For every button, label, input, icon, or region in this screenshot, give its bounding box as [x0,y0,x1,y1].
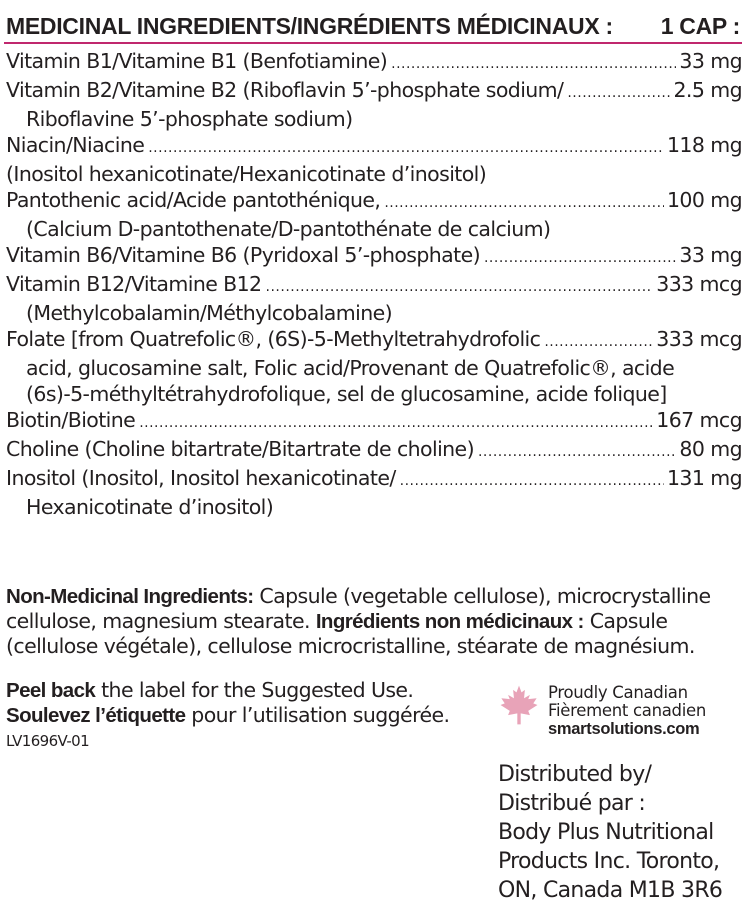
ingredient-continuation: (Methylcobalamin/Méthylcobalamine) [26,301,393,325]
header-rule [4,42,742,44]
ingredient-continuation: (Inositol hexanicotinate/Hexanicotinate d’inositol) [6,162,487,186]
ingredient-amount: 33 mg [679,243,742,267]
ingredient-row [6,465,742,494]
leader-dots [478,436,676,465]
maple-leaf-icon [498,684,540,726]
ingredient-continuation: (Calcium D-pantothenate/D-pantothénate de calcium) [26,217,551,241]
ingredient-row [6,242,742,271]
proudly-canadian-block [548,684,706,738]
distributor-line: Distribué par : [498,791,646,816]
leader-dots [484,242,676,271]
ingredient-amount: 100 mg [666,188,742,212]
distributor-line: Products Inc. Toronto, [498,849,720,874]
proudly-canadian-fr: Fièrement canadien [548,701,707,720]
ingredient-row [6,77,742,106]
ingredient-name: Vitamin B2/Vitamine B2 (Riboflavin 5’-phosphate sodium/ [6,78,564,102]
leader-dots [384,187,664,216]
ingredient-continuation: Riboflavine 5’-phosphate sodium) [26,107,353,131]
peel-back-note [6,678,496,728]
leader-dots [544,326,653,355]
ingredient-amount: 333 mcg [656,327,742,351]
ingredient-amount: 167 mcg [656,408,742,432]
ingredient-continuation: (6s)-5-méthyltétrahydrofolique, sel de glucosamine, acide folique] [26,382,667,406]
ingredient-amount: 33 mg [679,49,742,73]
ingredient-row [6,326,742,355]
peel-back-bold-en: Peel back [6,679,96,702]
ingredient-list [6,48,742,520]
ingredient-continuation: acid, glucosamine salt, Folic acid/Provenant de Quatrefolic®, acide [26,356,675,380]
ingredient-amount: 80 mg [679,437,742,461]
leader-dots [266,271,654,300]
distributor-line: Body Plus Nutritional [498,820,714,845]
leader-dots [391,48,676,77]
ingredient-row [6,132,742,161]
peel-back-bold-fr: Soulevez l’étiquette [6,704,186,727]
non-medicinal-ingredients [6,584,744,659]
peel-back-line-fr [6,703,496,728]
ingredient-name: Niacin/Niacine [6,133,145,157]
peel-back-text-en: the label for the Suggested Use. [95,678,414,702]
ingredient-name: Vitamin B1/Vitamine B1 (Benfotiamine) [6,49,388,73]
ingredient-row [6,436,742,465]
leader-dots [148,132,664,161]
ingredient-continuation: Hexanicotinate d’inositol) [26,495,274,519]
peel-back-line-en [6,678,496,703]
ingredient-name: Choline (Choline bitartrate/Bitartrate de choline) [6,437,474,461]
ingredient-name: Biotin/Biotine [6,408,136,432]
ingredient-name: Vitamin B12/Vitamine B12 [6,272,262,296]
header-dose: 1 CAP : [660,13,740,39]
non-medicinal-text-fr: Capsule (cellulose végétale), cellulose microcristalline, stéarate de magnésium. [6,609,695,658]
distributor-line: Distributed by/ [498,762,652,787]
distributor-line: ON, Canada M1B 3R6 [498,878,723,903]
ingredient-amount: 333 mcg [656,272,742,296]
ingredient-name: Pantothenic acid/Acide pantothénique, [6,188,381,212]
ingredient-name: Folate [from Quatrefolic®, (6S)-5-Methyltetrahydrofolic [6,327,541,351]
leader-dots [400,465,664,494]
leader-dots [139,407,653,436]
ingredient-amount: 131 mg [666,466,742,490]
ingredient-row [6,48,742,77]
ingredient-row [6,407,742,436]
peel-back-text-fr: pour l’utilisation suggérée. [185,703,450,727]
ingredient-row [6,271,742,300]
non-medicinal-text-en: Capsule (vegetable cellulose), microcrystalline cellulose, magnesium stearate. [6,584,711,633]
website-link[interactable]: smartsolutions.com [548,720,700,738]
ingredient-name: Vitamin B6/Vitamine B6 (Pyridoxal 5’-phosphate) [6,243,480,267]
ingredients-header [6,6,740,40]
ingredient-name: Inositol (Inositol, Inositol hexanicotinate/ [6,466,396,490]
distributor-block [498,760,722,905]
non-medicinal-label-en: Non-Medicinal Ingredients: [6,585,254,608]
proudly-canadian-en: Proudly Canadian [548,683,688,702]
non-medicinal-label-fr: Ingrédients non médicinaux : [315,610,584,633]
ingredient-row [6,187,742,216]
leader-dots [567,77,670,106]
ingredient-amount: 2.5 mg [673,78,742,102]
header-title: MEDICINAL INGREDIENTS/INGRÉDIENTS MÉDICINAUX : [6,13,613,39]
ingredient-amount: 118 mg [666,133,742,157]
lot-code: LV1696V-01 [6,732,90,750]
